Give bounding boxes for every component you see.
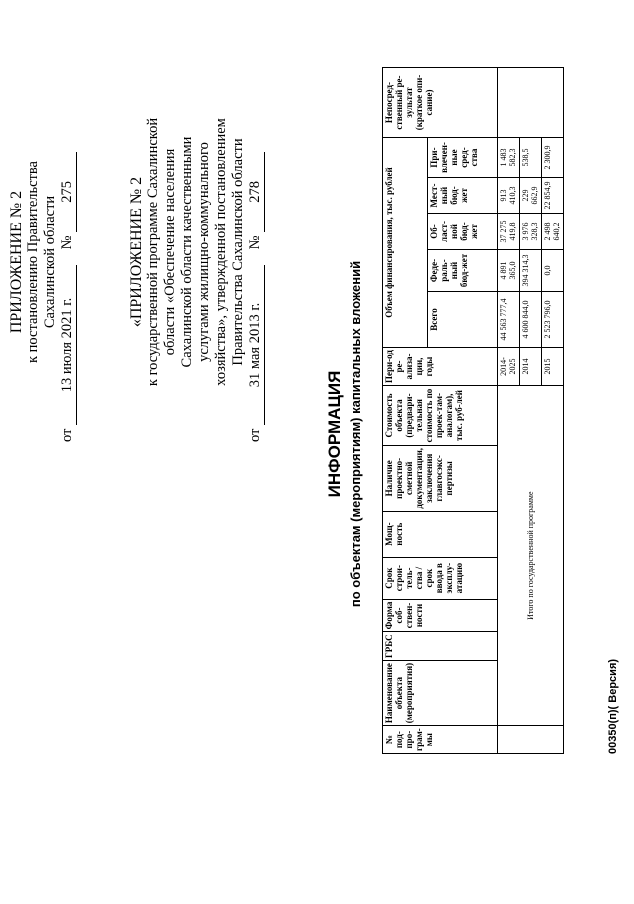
cell-attracted: 1 483 582,3: [498, 138, 520, 178]
document-footer: 00350(п)( Версия): [607, 658, 619, 754]
col-header-period: Пери-од ре-ализа-ции, годы: [383, 348, 498, 386]
program-line: услугами жилищно-коммунального: [196, 142, 212, 362]
cell-regional: 3 976 328,3: [520, 214, 542, 250]
program-line: хозяйства», утвержденной постановлением: [213, 118, 229, 386]
col-header-attracted: При-влечен-ные сред-ства: [428, 138, 498, 178]
number-label: №: [59, 235, 75, 250]
program-header: [128, 62, 265, 442]
cell-regional: 2 498 640,2: [542, 214, 564, 250]
col-header-regional: Об-ласт-ной бюд-жет: [428, 214, 498, 250]
number-label: №: [247, 235, 263, 250]
table-row: [498, 68, 520, 754]
appendix-title: ПРИЛОЖЕНИЕ № 2: [8, 190, 25, 334]
document-title: [325, 114, 363, 754]
appendix-date: 13 июля 2021 г.: [59, 265, 77, 425]
cell-local: 22 854,9: [542, 178, 564, 214]
cell-total: 4 600 844,0: [520, 292, 542, 348]
cell-regional: 37 275 419,8: [498, 214, 520, 250]
col-header-term: Срок строи-тель-ства / срок ввода в эксплу-атацию: [383, 557, 498, 599]
from-label: от: [247, 428, 263, 442]
col-header-local: Мест-ный бюд-жет: [428, 178, 498, 214]
col-header-capacity: Мощ-ность: [383, 511, 498, 557]
cell-total: 2 523 796,0: [542, 292, 564, 348]
cell-attracted: 538,5: [520, 138, 542, 178]
cell-empty: [498, 726, 564, 754]
col-header-cost: Стоимость объекта (предвари-тельная стоимость по проек-там-аналогам), тыс. руб-лей: [383, 386, 498, 446]
from-label: от: [59, 428, 75, 442]
program-line: Правительства Сахалинской области: [230, 138, 246, 366]
appendix-line: Сахалинской области: [42, 195, 58, 329]
cell-period: 2015: [542, 348, 564, 386]
col-header-federal: Феде-раль-ный бюд-жет: [428, 250, 498, 292]
appendix-header: [8, 82, 77, 442]
cell-federal: 4 891 365,0: [498, 250, 520, 292]
program-line: Сахалинской области качественными: [179, 136, 195, 368]
program-title: «ПРИЛОЖЕНИЕ № 2: [128, 176, 145, 328]
header-row: [383, 68, 428, 754]
capital-investment-table: [382, 67, 564, 754]
cell-federal: 394 314,3: [520, 250, 542, 292]
col-header-grbs: ГРБС: [383, 632, 498, 661]
title-heading: ИНФОРМАЦИЯ: [325, 370, 344, 498]
program-date-row: [247, 62, 265, 442]
program-number: 278: [247, 152, 265, 232]
col-header-funding: Объем финансирования, тыс. рублей: [383, 138, 428, 348]
cell-local: 229 662,9: [520, 178, 542, 214]
col-header-no: № под-про-грам-мы: [383, 726, 498, 754]
cell-total: 44 563 777,4: [498, 292, 520, 348]
appendix-line: к постановлению Правительства: [25, 161, 41, 363]
appendix-date-row: [59, 82, 77, 442]
program-line: к государственной программе Сахалинской: [145, 117, 161, 387]
cell-federal: 0,0: [542, 250, 564, 292]
cell-attracted: 2 300,9: [542, 138, 564, 178]
col-header-ownership: Форма соб-ствен-ности: [383, 599, 498, 632]
cell-period: 2014: [520, 348, 542, 386]
program-line: области «Обеспечение населения: [162, 148, 178, 356]
program-date: 31 мая 2013 г.: [247, 265, 265, 425]
summary-label-text: Итого по государственной программе: [525, 491, 535, 620]
col-header-docs: Наличие проектно-сметной документации, заключения главгосэкс-пертизы: [383, 446, 498, 512]
col-header-total: Всего: [428, 292, 498, 348]
col-header-name: Наименование объекта (мероприятия): [383, 660, 498, 725]
cell-result: [498, 68, 564, 138]
cell-local: 913 410,3: [498, 178, 520, 214]
appendix-number: 275: [59, 152, 77, 232]
summary-label: [498, 386, 564, 726]
col-header-result: Непосред-ственный ре-зультат (краткое опи-сание): [383, 68, 498, 138]
title-subheading: по объектам (мероприятиям) капитальных вложений: [348, 260, 363, 608]
cell-period: 2014-2025: [498, 348, 520, 386]
